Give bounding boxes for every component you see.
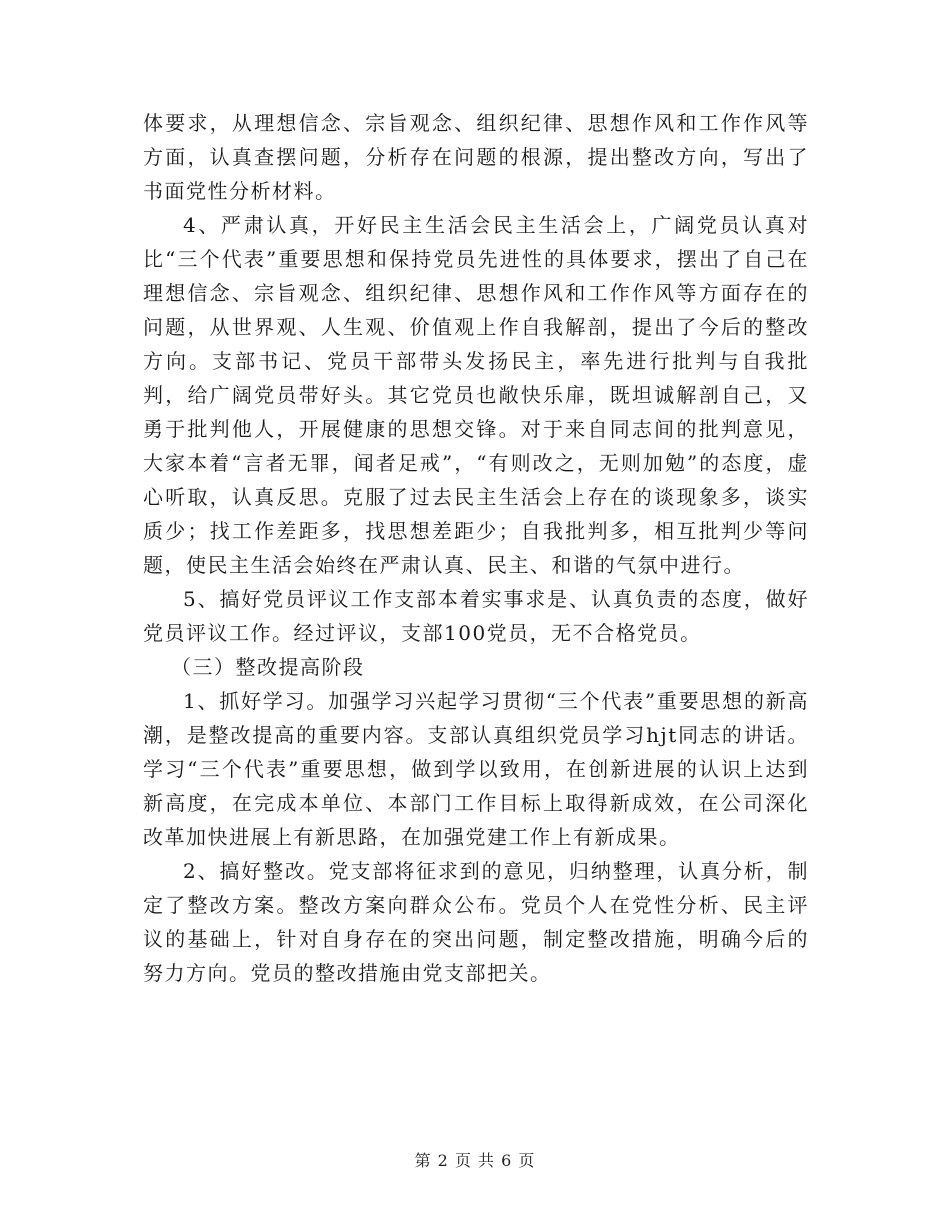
section-heading-rectification-stage: （三）整改提高阶段 [171, 655, 365, 679]
paragraph-rectification: 2、搞好整改。党支部将征求到的意见，归纳整理，认真分析，制定了整改方案。整改方案向群众公布。党员个人在党性分析、民主评议的基础上，针对自身存在的突出问题，制定整改措施，明确今后的努力方向。党员的整改措施由党支部把关。 [143, 859, 809, 985]
paragraph-democratic-life-meeting: 4、严肃认真，开好民主生活会民主生活会上，广阔党员认真对比“三个代表”重要思想和保持党员先进性的具体要求，摆出了自己在理想信念、宗旨观念、组织纪律、思想作风和工作作风等方面存在的问题，从世界观、人生观、价值观上作自我解剖，提出了今后的整改方向。支部书记、党员干部带头发扬民主，率先进行批判与自我批判，给广阔党员带好头。其它党员也敞快乐扉，既坦诚解剖自己，又勇于批判他人，开展健康的思想交锋。对于来自同志间的批判意见，大家本着“言者无罪，闻者足戒”，“有则改之，无则加勉”的态度，虚心听取，认真反思。克服了过去民主生活会上存在的谈现象多，谈实质少；找工作差距多，找思想差距少；自我批判多，相互批判少等问题，使民主生活会始终在严肃认真、民主、和谐的气氛中进行。 [143, 213, 809, 577]
paragraph-study: 1、抓好学习。加强学习兴起学习贯彻“三个代表”重要思想的新高潮，是整改提高的重要内容。支部认真组织党员学习hjt同志的讲话。学习“三个代表”重要思想，做到学以致用，在创新进展的认识上达到新高度，在完成本单位、本部门工作目标上取得新成效，在公司深化改革加快进展上有新思路，在加强党建工作上有新成果。 [143, 689, 809, 849]
paragraph-continuation: 体要求，从理想信念、宗旨观念、组织纪律、思想作风和工作作风等方面，认真查摆问题，分析存在问题的根源，提出整改方向，写出了书面党性分析材料。 [143, 111, 809, 203]
paragraph-member-evaluation: 5、搞好党员评议工作支部本着实事求是、认真负责的态度，做好党员评议工作。经过评议，支部100党员，无不合格党员。 [143, 587, 809, 645]
page-number-footer: 第 2 页 共 6 页 [414, 1151, 536, 1170]
document-body [143, 106, 809, 990]
